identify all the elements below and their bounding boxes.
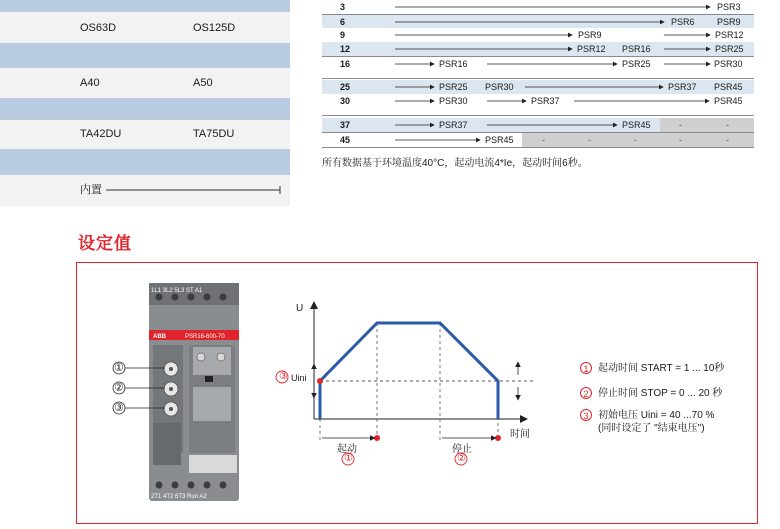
legend-text: 初始电压 Uini = 40 ...70 % xyxy=(598,410,715,421)
psr-label: PSR25 xyxy=(715,44,744,54)
psr-row-amp: 30 xyxy=(340,96,351,106)
model-table-row xyxy=(0,12,290,43)
model-table-band xyxy=(0,0,290,12)
psr-label: PSR37 xyxy=(668,82,697,92)
model-cell: OS63D xyxy=(80,22,117,34)
psr-label: PSR30 xyxy=(485,82,514,92)
psr-row-amp: 37 xyxy=(340,120,351,130)
stop-end-point xyxy=(495,435,501,441)
psr-label: PSR25 xyxy=(439,82,468,92)
psr-label: PSR37 xyxy=(531,96,560,106)
model-cell: A40 xyxy=(80,77,100,89)
model-table-band xyxy=(0,43,290,68)
model-table-row xyxy=(0,120,290,149)
psr-row-amp: 3 xyxy=(340,2,346,12)
psr-label: PSR6 xyxy=(671,17,695,27)
table-footnote: 所有数据基于环境温度40°C，起动电流4*Ie，起动时间6秒。 xyxy=(322,158,588,169)
uini-point xyxy=(317,378,323,384)
y-axis-label: U xyxy=(296,303,304,314)
model-cell: TA42DU xyxy=(80,128,122,140)
x-axis-label: 时间 xyxy=(510,429,530,440)
builtin-label: 内置 xyxy=(80,184,102,196)
dash-mark: - xyxy=(634,135,637,145)
psr-label: PSR16 xyxy=(622,44,651,54)
voltage-ramp-diagram xyxy=(270,295,550,470)
psr-label: PSR45 xyxy=(714,82,743,92)
uini-label: Uini xyxy=(291,373,307,383)
psr-label: PSR3 xyxy=(717,2,741,12)
model-table-row xyxy=(0,175,290,206)
psr-row-amp: 6 xyxy=(340,17,346,27)
model-table-band xyxy=(0,149,290,175)
psr-row-amp: 9 xyxy=(340,30,346,40)
legend-text: 停止时间 STOP = 0 ... 20 秒 xyxy=(598,388,723,399)
psr-arrows xyxy=(322,0,754,148)
psr-label: PSR30 xyxy=(714,59,743,69)
bottom-terminal-labels: 2T1 4T2 6T3 Run A2 xyxy=(151,494,207,500)
psr-label: PSR12 xyxy=(715,30,744,40)
legend-text: 起动时间 START = 1 ... 10秒 xyxy=(598,363,725,374)
psr-label: PSR9 xyxy=(578,30,602,40)
callout-3: ③ xyxy=(114,402,124,414)
model-table-band xyxy=(0,98,290,120)
psr-row-amp: 16 xyxy=(340,59,351,69)
psr-label: PSR16 xyxy=(439,59,468,69)
dash-mark: - xyxy=(542,135,545,145)
soft-starter-device xyxy=(105,283,245,503)
section-title: 设定值 xyxy=(78,234,132,253)
callout-1: ① xyxy=(114,362,124,374)
psr-label: PSR12 xyxy=(577,44,606,54)
callout-2: ② xyxy=(114,382,124,394)
psr-label: PSR30 xyxy=(439,96,468,106)
model-cell: TA75DU xyxy=(193,128,235,140)
psr-label: PSR25 xyxy=(622,59,651,69)
voltage-curve xyxy=(320,323,498,419)
top-terminal-labels: 1L1 3L2 5L3 ST A1 xyxy=(151,288,203,294)
psr-row-amp: 12 xyxy=(340,44,351,54)
legend-number: 1 xyxy=(580,362,592,374)
brand-logo: ABB xyxy=(153,334,166,340)
psr-row-amp: 25 xyxy=(340,82,351,92)
start-label: 起动 xyxy=(337,444,357,455)
psr-label: PSR45 xyxy=(714,96,743,106)
legend-number: 2 xyxy=(580,387,592,399)
dash-mark: - xyxy=(588,135,591,145)
model-cell: A50 xyxy=(193,77,213,89)
stop-marker: ② xyxy=(457,453,466,464)
start-end-point xyxy=(374,435,380,441)
psr-label: PSR9 xyxy=(717,17,741,27)
psr-label: PSR45 xyxy=(622,120,651,130)
model-table xyxy=(0,0,290,206)
dash-mark: - xyxy=(679,120,682,130)
model-table-row xyxy=(0,68,290,98)
dash-mark: - xyxy=(726,135,729,145)
psr-label: PSR45 xyxy=(485,135,514,145)
uini-marker: ③ xyxy=(279,371,288,382)
model-cell: OS125D xyxy=(193,22,236,34)
builtin-line xyxy=(104,186,282,194)
model-label: PSR16-600-70 xyxy=(185,334,225,340)
legend-number: 3 xyxy=(580,409,592,421)
dash-mark: - xyxy=(726,120,729,130)
legend-text: (同时设定了 "结束电压") xyxy=(598,423,705,434)
stop-label: 停止 xyxy=(452,444,472,455)
psr-label: PSR37 xyxy=(439,120,468,130)
dash-mark: - xyxy=(679,135,682,145)
psr-row-amp: 45 xyxy=(340,135,351,145)
start-marker: ① xyxy=(344,453,353,464)
